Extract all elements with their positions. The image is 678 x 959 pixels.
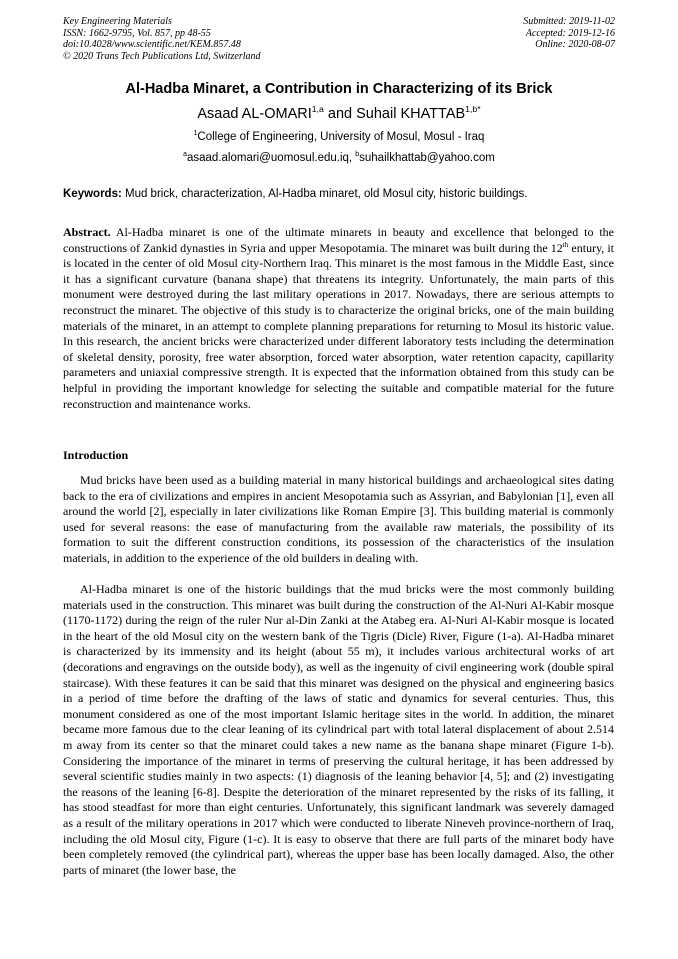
affiliation-superscript: 1: [193, 130, 198, 138]
author-1: Asaad AL-OMARI: [197, 106, 312, 122]
abstract-superscript: th: [562, 240, 569, 249]
keywords: [63, 188, 623, 200]
author-2-superscript: 1,b*: [465, 104, 481, 115]
intro-paragraph-2: Al-Hadba minaret is one of the historic buildings that the mud bricks were the most commonly building materials used in the construction. This minaret was built during the construction of the Al-Nuri Al-Kabir mosque (1170-1172) during the reign of the ruler Nur al-Din Zanki at the Atabeg era. Al-Nuri Al-Kabir mosque is located in the heart of the old Mosul city on the western bank of the Tigris (Dicle) River, Figure (1-a). Al-Hadba minaret is characterized by its immensity and its height (about 55 m), it includes various architectural works of art (decorations and engravings on the outside body), as well as the ingenuity of civil engineering work (double spiral staircase). With these features it can be said that this minaret was designed on the physical and engineering basics in a period of time before the drafting of the laws of static and dynamics for several centuries. Thus, this monument considered as one of the most important Islamic heritage sites in the world. In addition, the minaret became more famous due to the clear leaning of its cylindrical part with total lateral displacement of about 2.514 m away from its center so that the minaret could takes a new name as the banana shape minaret (Figure 1-b). Considering the importance of the minaret in terms of preserving the cultural heritage, it has been addressed by several scientific studies mainly in two aspects: (1) diagnosis of the leaning behavior [4, 5]; and (2) investigating the reasons of the leaning [6-8]. Despite the deterioration of the minaret represented by the risks of its falling, it has stood steadfast for more than eight centuries. Unfortunately, this significant landmark was severely damaged as a result of the military operations in 2017 which were conducted to liberate Nineveh province-northern of Iraq, including the old Mosul city, Figure (1-c). It is easy to observe that there are full parts of the minaret body have been completely removed (the cylindrical part), whereas the upper base has been locally damaged. Also, the other parts of minaret (the lower base, the: [63, 582, 614, 877]
email-line: [0, 152, 678, 164]
abstract-text-2: entury, it is located in the center of old Mosul city-Northern Iraq. This minaret is the most famous in the Middle East, since it has a significant curvature (banana shape) that threatens its integrity. Unfortunately, the main parts of this monument were destroyed during the last military operations in 2017. Nowadays, there are serious attempts to reconstruct the minaret. The objective of this study is to characterize the original bricks, one of the main building materials of the minaret, in an attempt to complete planning preparations for returning to Mosul its historic value. In this research, the ancient bricks were characterized under different laboratory tests including the determination of skeletal density, porosity, free water absorption, forced water absorption, water retention capacity, capillarity parameters and uniaxial compressive strength. It is expected that the information obtained from this study can be helpful in providing the important knowledge for selecting the suitable and compatible material for the future reconstruction and maintenance works.: [63, 240, 615, 411]
copyright-line: © 2020 Trans Tech Publications Ltd, Switzerland: [63, 50, 261, 62]
journal-name: Key Engineering Materials: [63, 16, 172, 27]
abstract-paragraph: [63, 225, 614, 412]
submitted-date: Submitted: 2019-11-02: [523, 16, 615, 27]
affiliation: [0, 131, 678, 143]
publication-info: [63, 16, 261, 62]
abstract-text-1: Al-Hadba minaret is one of the ultimate minarets in beauty and excellence that belonged to the constructions of Zankid dynasties in Syria and upper Mesopotamia. The minaret was built during the 12: [63, 225, 614, 255]
email-separator: ,: [348, 152, 356, 164]
author-conjunction: and: [323, 106, 357, 122]
author-1-superscript: 1,a: [311, 104, 324, 115]
online-date: Online: 2020-08-07: [535, 39, 615, 51]
abstract-label: Abstract.: [63, 225, 111, 239]
email-b[interactable]: suhailkhattab@yahoo.com: [359, 152, 495, 164]
accepted-date: Accepted: 2019-12-16: [525, 27, 615, 39]
issn-line: ISSN: 1662-9795, Vol. 857, pp 48-55: [63, 27, 211, 39]
publication-dates: [523, 16, 615, 51]
email-b-superscript: b: [355, 151, 360, 159]
doi-line: doi:10.4028/www.scientific.net/KEM.857.48: [63, 39, 241, 51]
introduction-heading: Introduction: [63, 448, 129, 462]
email-a[interactable]: asaad.alomari@uomosul.edu.iq: [187, 152, 349, 164]
keywords-text: Mud brick, characterization, Al-Hadba minaret, old Mosul city, historic buildings.: [121, 188, 528, 200]
paper-title: Al-Hadba Minaret, a Contribution in Characterizing of its Brick: [125, 81, 553, 97]
intro-paragraph-1: Mud bricks have been used as a building material in many historical buildings and archaeological sites dating back to the era of civilizations and empires in ancient Mesopotamia such as Assyrian, and Babylonian [1], even all around the world [2], especially in later civilizations like Roman Empire [3]. This building material is commonly used for several reasons: the ease of manufacturing from the available raw materials, the possibility of its formation to suit the different construction conditions, its possession of the characteristics of the insulation materials, in addition to the experience of the old builders in dealing with.: [63, 473, 614, 565]
keywords-label: Keywords:: [63, 188, 122, 200]
email-a-superscript: a: [183, 151, 187, 159]
author-2: Suhail KHATTAB: [356, 106, 466, 122]
affiliation-text: College of Engineering, University of Mosul, Mosul - Iraq: [197, 131, 485, 143]
author-line: [0, 106, 678, 122]
